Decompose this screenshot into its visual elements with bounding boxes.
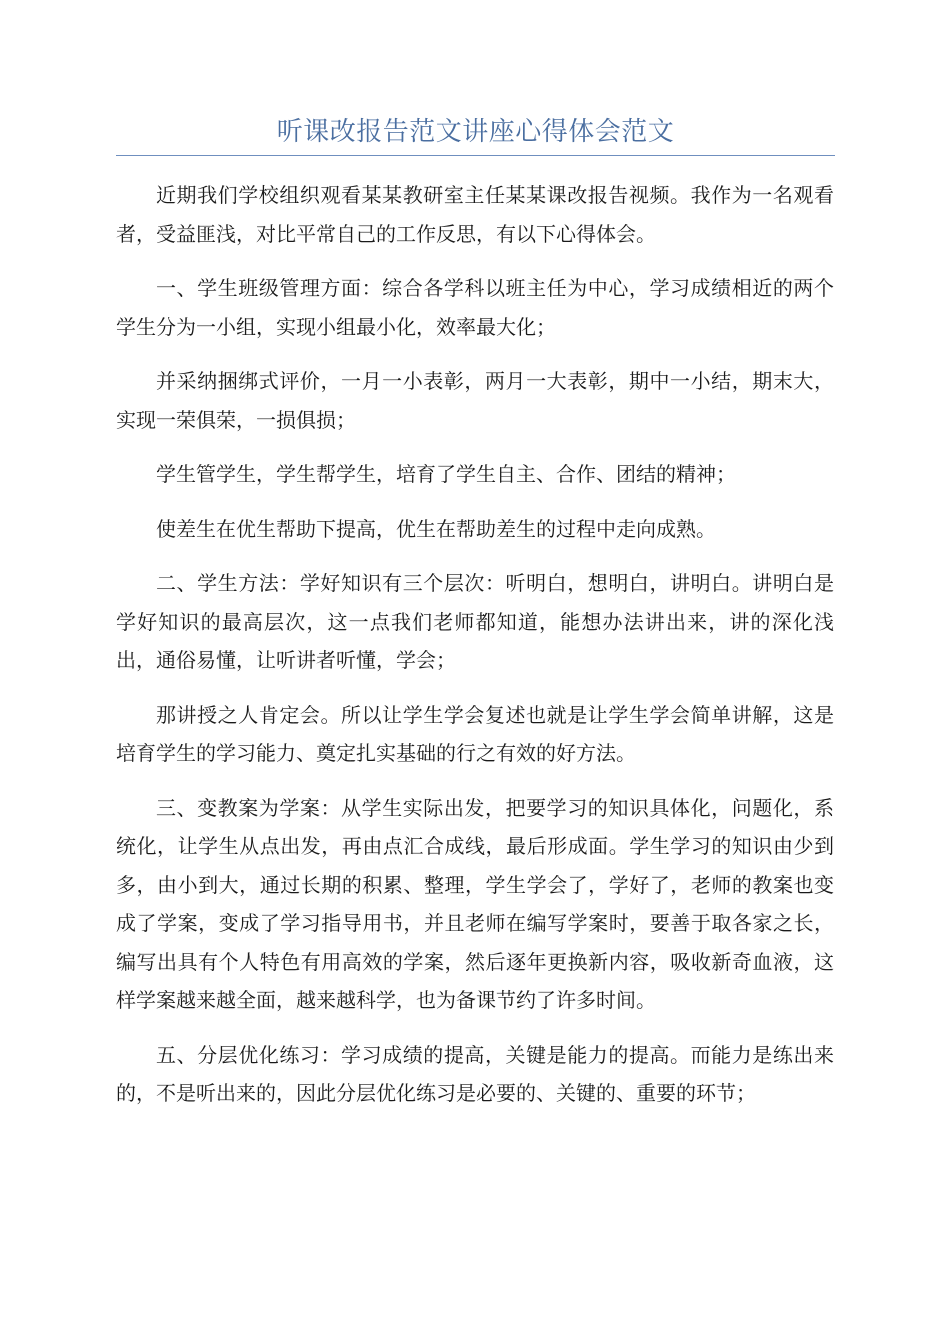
paragraph-layered-practice: 五、分层优化练习：学习成绩的提高，关键是能力的提高。而能力是练出来的，不是听出来的，因此分层优化练习是必要的、关键的、重要的环节； [116, 1042, 834, 1105]
paragraph-peer-help: 学生管学生，学生帮学生，培育了学生自主、合作、团结的精神； [156, 462, 736, 486]
paragraph-growth: 使差生在优生帮助下提高，优生在帮助差生的过程中走向成熟。 [156, 516, 716, 541]
paragraph-study-plan: 三、变教案为学案：从学生实际出发，把要学习的知识具体化，问题化，系统化，让学生从点出发，再由点汇合成线，最后形成面。学生学习的知识由少到多，由小到大，通过长期的积累、整理，学生学会了，学好了，老师的教案也变成了学案，变成了学习指导用书，并且老师在编写学案时，要善于取各家之长，编写出具有个人特色有用高效的学案，然后逐年更换新内容，吸收新奇血液，这样学案越来越全面，越来越科学，也为备课节约了许多时间。 [116, 795, 834, 1012]
paragraph-evaluation: 并采纳捆绑式评价，一月一小表彰，两月一大表彰，期中一小结，期末大，实现一荣俱荣，一损俱损； [116, 369, 834, 432]
paragraph-intro: 近期我们学校组织观看某某教研室主任某某课改报告视频。我作为一名观看者，受益匪浅，对比平常自己的工作反思，有以下心得体会。 [116, 183, 834, 246]
paragraph-retelling: 那讲授之人肯定会。所以让学生学会复述也就是让学生学会简单讲解，这是培育学生的学习能力、奠定扎实基础的行之有效的好方法。 [116, 702, 834, 765]
title-underline [116, 155, 835, 156]
page-title: 听课改报告范文讲座心得体会范文 [276, 117, 675, 147]
paragraph-learning-method: 二、学生方法：学好知识有三个层次：听明白，想明白，讲明白。讲明白是学好知识的最高层次，这一点我们老师都知道，能想办法讲出来，讲的深化浅出，通俗易懂，让听讲者听懂，学会； [116, 571, 834, 672]
paragraph-class-management: 一、学生班级管理方面：综合各学科以班主任为中心，学习成绩相近的两个学生分为一小组，实现小组最小化，效率最大化； [116, 276, 834, 339]
document-body [116, 176, 834, 1129]
